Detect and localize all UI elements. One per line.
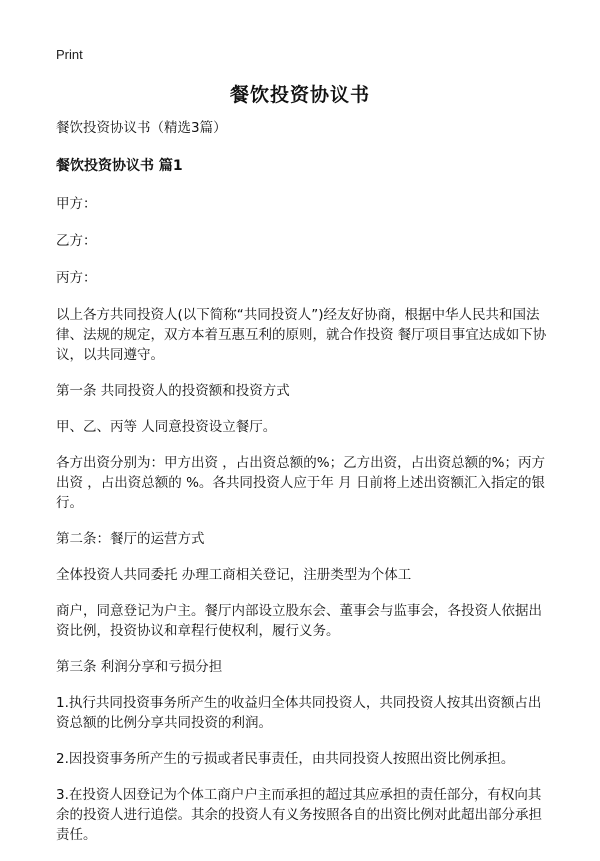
article-1-paragraph-1: 甲、乙、丙等 人同意投资设立餐厅。 xyxy=(56,419,277,435)
article-1-paragraph-2: 各方出资分别为：甲方出资 ，占出资总额的%；乙方出资，占出资总额的%；丙方出资 ，占出资总额的 %。各共同投资人应于年 月 日前将上述出资额汇入指定的银行。 xyxy=(56,455,545,511)
article-3-paragraph-3: 3.在投资人因登记为个体工商户户主而承担的超过其应承担的责任部分，有权向其余的投资人进行追偿。其余的投资人有义务按照各自的出资比例对此超出部分承担责任。 xyxy=(56,787,542,843)
article-2-paragraph-2: 商户，同意登记为户主。餐厅内部设立股东会、董事会与监事会，各投资人依据出资比例，投资协议和章程行使权利，履行义务。 xyxy=(56,603,542,639)
article-3-paragraph-2: 2.因投资事务所产生的亏损或者民事责任，由共同投资人按照出资比例承担。 xyxy=(56,751,515,767)
print-label: Print xyxy=(56,47,83,62)
party-c-label: 丙方： xyxy=(56,270,97,286)
document-subtitle: 餐饮投资协议书（精选3篇） xyxy=(56,120,227,136)
article-3-paragraph-1: 1.执行共同投资事务所产生的收益归全体共同投资人，共同投资人按其出资额占出资总额的比例分享共同投资的利润。 xyxy=(56,695,542,731)
party-a-label: 甲方： xyxy=(56,196,97,212)
article-1-title: 第一条 共同投资人的投资额和投资方式 xyxy=(56,383,290,399)
document-title: 餐饮投资协议书 xyxy=(229,84,370,106)
article-2-paragraph-1: 全体投资人共同委托 办理工商相关登记，注册类型为个体工 xyxy=(56,567,412,583)
party-b-label: 乙方： xyxy=(56,233,97,249)
article-2-title: 第二条：餐厅的运营方式 xyxy=(56,531,205,547)
document-body xyxy=(56,118,552,861)
intro-paragraph: 以上各方共同投资人(以下简称“共同投资人”)经友好协商，根据中华人民共和国法律、法规的规定，双方本着互惠互利的原则，就合作投资 餐厅项目事宜达成如下协议，以共同遵守。 xyxy=(56,307,547,363)
section-heading: 餐饮投资协议书 篇1 xyxy=(56,158,183,174)
article-3-title: 第三条 利润分享和亏损分担 xyxy=(56,659,223,675)
